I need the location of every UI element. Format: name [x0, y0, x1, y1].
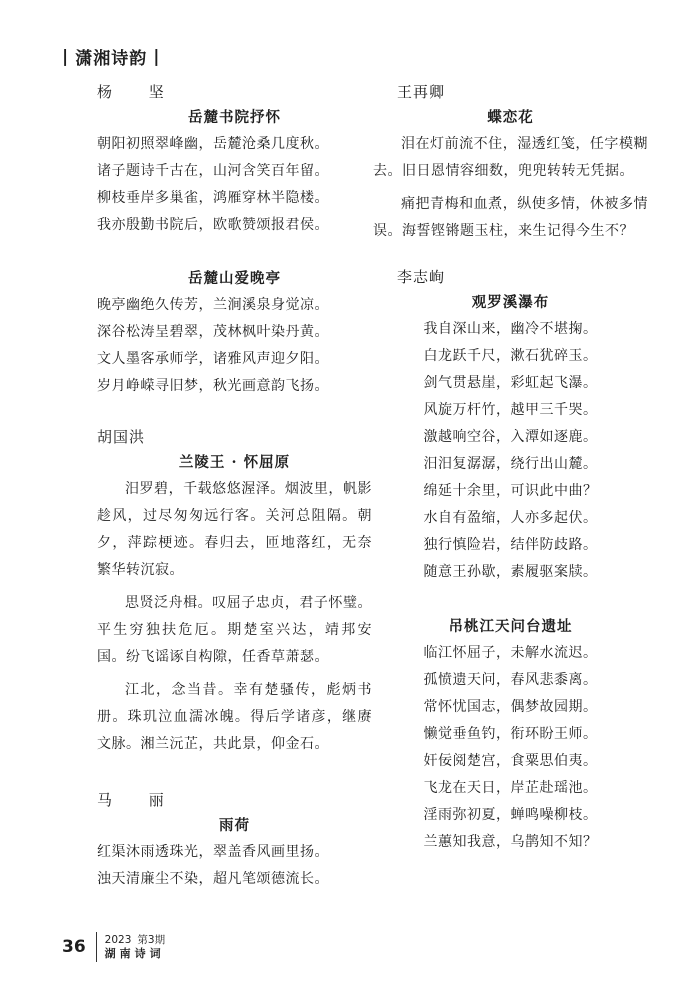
poem-line: 岁月峥嵘寻旧梦，秋光画意韵飞扬。 [97, 378, 329, 394]
poem-paragraph: 思贤泛舟楫。叹屈子忠贞，君子怀璧。平生穷独扶危厄。期楚室兴达，靖邦安国。纷飞谣诼自构隙，任香草萧瑟。 [97, 595, 372, 665]
issue-year: 2023 [104, 934, 132, 946]
poem-line: 风旋万杆竹，越甲三千哭。 [423, 402, 598, 418]
poem-body [97, 839, 372, 893]
header-bar-right: | [153, 46, 161, 67]
poem-line: 临江怀屈子，未解水流迟。 [423, 645, 598, 661]
poem-line: 奸佞阅楚宫，食粟思伯夷。 [423, 753, 598, 769]
poem-line: 绵延十余里，可识此中曲？ [423, 483, 598, 499]
poem-line: 汨汨复潺潺，绕行出山麓。 [423, 456, 598, 472]
poem-paragraph: 汨罗碧，千载悠悠渥泽。烟波里，帆影趁风，过尽匆匆远行客。关河总阻隔。朝夕，萍踪梗迹。春归去，匝地落红，无奈繁华转沉寂。 [97, 481, 372, 578]
poem-title: 岳麓山爱晚亭 [188, 270, 281, 287]
footer-divider [96, 932, 97, 962]
poem-line: 随意王孙歇，素履驱案牍。 [423, 564, 598, 580]
section-title: 潇湘诗韵 [75, 49, 148, 69]
issue-number: 第3期 [137, 934, 166, 946]
section-header [62, 44, 160, 69]
magazine-title: 湖南诗词 [104, 947, 165, 960]
poem-title: 观罗溪瀑布 [471, 294, 550, 311]
poem-line: 激越响空谷，入潭如逐鹿。 [423, 429, 598, 445]
author-name: 胡国洪 [97, 428, 146, 446]
author-name: 杨 坚 [97, 83, 180, 101]
poem-title: 岳麓书院抒怀 [188, 109, 281, 126]
poem-line: 柳枝垂岸多巢雀，鸿雁穿林半隐楼。 [97, 190, 329, 206]
poem-title: 蝶恋花 [487, 109, 534, 126]
left-column [97, 82, 372, 893]
author-name: 马 丽 [97, 791, 180, 809]
poem-line: 晚亭幽绝久传芳，兰涧溪泉身觉凉。 [97, 297, 329, 313]
poem-body [373, 131, 648, 245]
poem-line: 剑气贯悬崖，彩虹起飞瀑。 [423, 375, 598, 391]
poem-line: 常怀忧国志，偶梦故园期。 [423, 699, 598, 715]
right-column [373, 82, 648, 856]
poem-body [373, 640, 648, 856]
poem-line: 浊天清廉尘不染，超凡笔颂德流长。 [97, 871, 329, 887]
issue-info [105, 934, 165, 960]
author-name: 王再卿 [397, 83, 446, 101]
poem-paragraph: 痛把青梅和血煮，纵使多情，休被多情误。海誓铿锵题玉柱，来生记得今生不？ [373, 196, 648, 239]
author-name: 李志峋 [397, 268, 446, 286]
poem-paragraph: 泪在灯前流不住，湿透红笺，任字模糊去。旧日恩情容细数，兜兜转转无凭据。 [373, 136, 648, 179]
poem-line: 淫雨弥初夏，蝉鸣噪柳枝。 [423, 807, 598, 823]
poem-line: 孤愤遗天问，春风悲黍离。 [423, 672, 598, 688]
header-bar-left: | [62, 46, 70, 67]
poem-paragraph: 江北，念当昔。幸有楚骚传，彪炳书册。珠玑泣血濡冰魄。得后学诸彦，继赓文脉。湘兰沅芷，共此景，仰金石。 [97, 682, 372, 752]
poem-title: 雨荷 [219, 817, 250, 834]
poem-line: 我自深山来，幽冷不堪掬。 [423, 321, 598, 337]
poem-title: 吊桃江天问台遗址 [448, 618, 573, 635]
poem-line: 我亦殷勤书院后，欧歌赞颂报君侯。 [97, 217, 329, 233]
poem-line: 文人墨客承师学，诸雅风声迎夕阳。 [97, 351, 329, 367]
poem-body [97, 292, 372, 400]
poem-line: 独行慎险岩，结伴防歧路。 [423, 537, 598, 553]
poem-body [97, 476, 372, 758]
poem-title: 兰陵王 · 怀屈原 [178, 454, 291, 471]
poem-line: 红渠沐雨透珠光，翠盖香风画里扬。 [97, 844, 329, 860]
poem-line: 水自有盈缩，人亦多起伏。 [423, 510, 598, 526]
poem-body [97, 131, 372, 239]
poem-line: 飞龙在天日，岸芷赴瑶池。 [423, 780, 598, 796]
poem-line: 诸子题诗千古在，山河含笑百年留。 [97, 163, 329, 179]
page-number: 36 [62, 937, 86, 957]
page-footer [62, 932, 165, 962]
poem-line: 兰蕙知我意，乌鹊知不知？ [423, 834, 598, 850]
poem-line: 朝阳初照翠峰幽，岳麓沧桑几度秋。 [97, 136, 329, 152]
poem-line: 懒觉垂鱼钓，衔环盼王师。 [423, 726, 598, 742]
poem-body [373, 316, 648, 586]
poem-line: 白龙跃千尺，漱石犹碎玉。 [423, 348, 598, 364]
poem-line: 深谷松涛呈碧翠，茂林枫叶染丹黄。 [97, 324, 329, 340]
